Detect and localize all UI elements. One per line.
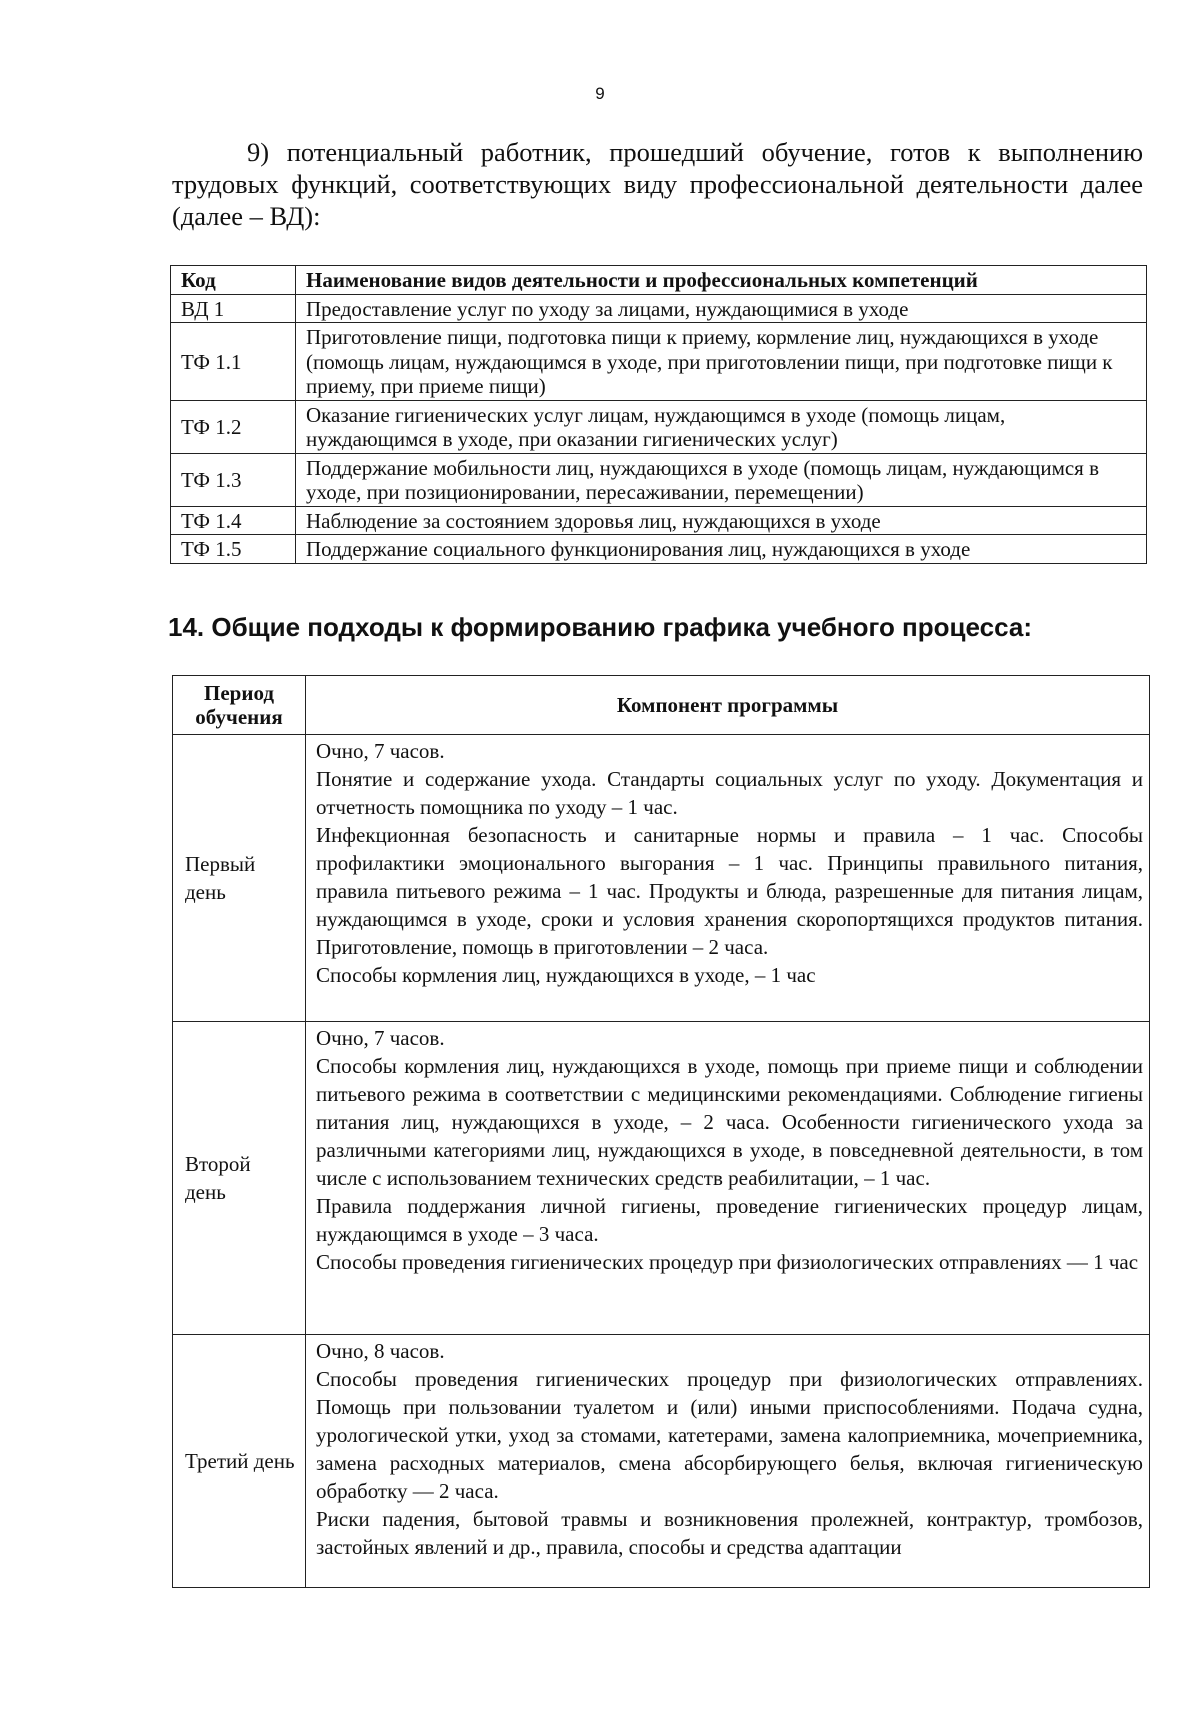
row-name: Поддержание мобильности лиц, нуждающихся в уходе (помощь лицам, нуждающимся в уходе, при позиционировании, пересаживании, перемещении) — [296, 453, 1147, 506]
component-paragraph: Риски падения, бытовой травмы и возникновения пролежней, контрактур, тромбозов, застойных явлений и др., правила, способы и средства адаптации — [316, 1507, 1143, 1559]
table-row — [171, 506, 1147, 535]
component-paragraph: Инфекционная безопасность и санитарные нормы и правила – 1 час. Способы профилактики эмоционального выгорания – 1 час. Принципы правильного питания, правила питьевого режима – 1 час. Продукты и блюда, разрешенные для питания лицам, нуждающимся в уходе, сроки и условия хранения скоропортящихся продуктов питания. Приготовление, помощь в приготовлении – 2 часа. — [316, 823, 1143, 959]
period-cell: Первый день — [173, 735, 306, 1022]
row-code: ТФ 1.3 — [171, 453, 296, 506]
row-name: Оказание гигиенических услуг лицам, нуждающимся в уходе (помощь лицам, нуждающимся в уходе, при оказании гигиенических услуг) — [296, 400, 1147, 453]
intro-paragraph: 9) потенциальный работник, прошедший обучение, готов к выполнению трудовых функций, соответствующих виду профессиональной деятельности далее (далее – ВД): — [172, 137, 1143, 231]
header-name: Наименование видов деятельности и профессиональных компетенций — [296, 266, 1147, 295]
component-cell — [306, 1022, 1150, 1335]
table-header-row — [171, 266, 1147, 295]
competencies-table — [170, 265, 1147, 564]
row-name: Приготовление пищи, подготовка пищи к приему, кормление лиц, нуждающихся в уходе (помощь лицам, нуждающимся в уходе, при приготовлении пищи, при подготовке пищи к приему, при приеме пищи) — [296, 323, 1147, 401]
table-row — [173, 735, 1150, 1022]
component-paragraph: Способы кормления лиц, нуждающихся в уходе, – 1 час — [316, 963, 816, 987]
row-code: ТФ 1.1 — [171, 323, 296, 401]
row-code: ТФ 1.2 — [171, 400, 296, 453]
page-number: 9 — [595, 84, 605, 103]
header-period: Период обучения — [173, 676, 306, 735]
component-paragraph: Способы проведения гигиенических процедур при физиологических отправлениях. Помощь при пользовании туалетом и (или) иными приспособлениями. Подача судна, урологической утки, уход за стомами, катетерами, замена калоприемника, мочеприемника, замена расходных материалов, смена абсорбирующего белья, включая гигиеническую обработку — 2 часа. — [316, 1367, 1143, 1503]
period-cell: Второй день — [173, 1022, 306, 1335]
section-title: 14. Общие подходы к формированию графика учебного процесса: — [168, 612, 1032, 642]
table-row — [173, 1335, 1150, 1588]
table-row — [171, 323, 1147, 401]
row-code: ВД 1 — [171, 294, 296, 323]
table-row — [173, 1022, 1150, 1335]
component-paragraph: Очно, 8 часов. — [316, 1339, 445, 1363]
table-row — [171, 294, 1147, 323]
table-row — [171, 535, 1147, 564]
row-code: ТФ 1.5 — [171, 535, 296, 564]
table-row — [171, 400, 1147, 453]
period-cell: Третий день — [173, 1335, 306, 1588]
component-paragraph: Способы проведения гигиенических процедур при физиологических отправлениях — 1 час — [316, 1250, 1139, 1274]
row-name: Поддержание социального функционирования лиц, нуждающихся в уходе — [296, 535, 1147, 564]
header-code: Код — [171, 266, 296, 295]
component-paragraph: Очно, 7 часов. — [316, 739, 445, 763]
header-component: Компонент программы — [306, 676, 1150, 735]
component-paragraph: Способы кормления лиц, нуждающихся в уходе, помощь при приеме пищи и соблюдении питьевого режима в соответствии с медицинскими рекомендациями. Соблюдение гигиены питания лиц, нуждающихся в уходе, – 2 часа. Особенности гигиенического ухода за различными категориями лиц, нуждающихся в уходе, в повседневной деятельности, в том числе с использованием технических средств реабилитации, – 1 час. — [316, 1054, 1143, 1190]
component-paragraph: Правила поддержания личной гигиены, проведение гигиенических процедур лицам, нуждающимся в уходе – 3 часа. — [316, 1194, 1143, 1246]
component-paragraph: Очно, 7 часов. — [316, 1026, 445, 1050]
component-cell — [306, 735, 1150, 1022]
table-header-row — [173, 676, 1150, 735]
component-paragraph: Понятие и содержание ухода. Стандарты социальных услуг по уходу. Документация и отчетность помощника по уходу – 1 час. — [316, 767, 1143, 819]
row-name: Предоставление услуг по уходу за лицами, нуждающимися в уходе — [296, 294, 1147, 323]
row-code: ТФ 1.4 — [171, 506, 296, 535]
row-name: Наблюдение за состоянием здоровья лиц, нуждающихся в уходе — [296, 506, 1147, 535]
component-cell — [306, 1335, 1150, 1588]
schedule-table — [172, 675, 1150, 1588]
table-row — [171, 453, 1147, 506]
